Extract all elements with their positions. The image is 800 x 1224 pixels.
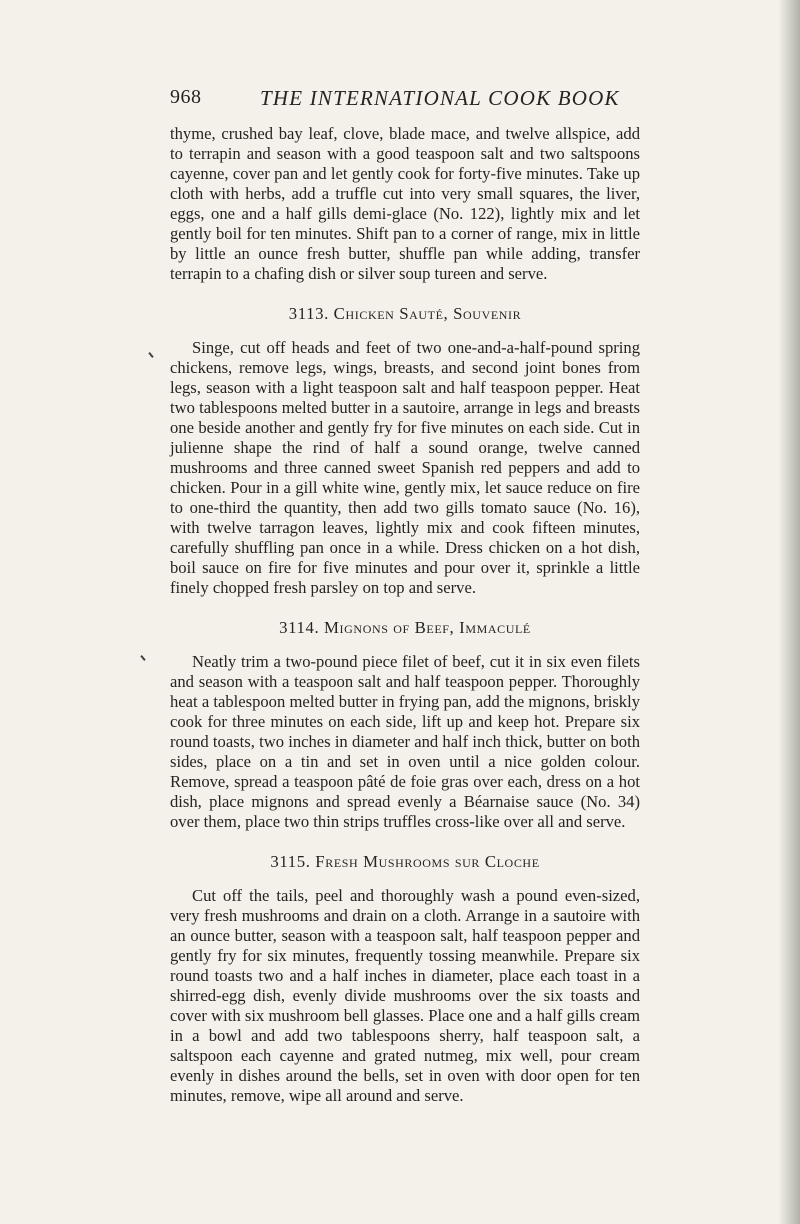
stray-print-mark (148, 352, 153, 358)
recipe-heading-3115: 3115. Fresh Mushrooms sur Cloche (270, 852, 540, 871)
recipe-heading-3113: 3113. Chicken Sauté, Souvenir (288, 304, 522, 323)
page-edge-shadow (778, 0, 800, 1224)
page-number: 968 (170, 86, 202, 108)
page-text (170, 124, 640, 1106)
recipe-body-3114: Neatly trim a two-pound piece filet of beef, cut it in six even filets and season with a teaspoon salt and half teaspoon pepper. Thoroughly heat a tablespoon melted butter in frying pan, add the mignons, briskly cook for three minutes on each side, lift up and keep hot. Prepare six round toasts, two inches in diameter and half inch thick, butter on both sides, place on a tin and set in oven until a nice golden colour. Remove, spread a teaspoon pâté de foie gras over each, dress on a hot dish, place mignons and spread evenly a Béarnaise sauce (No. 34) over them, place two thin strips truffles cross-like over all and serve. (170, 652, 640, 831)
intro-paragraph: thyme, crushed bay leaf, clove, blade mace, and twelve allspice, add to terrapin and season with a good teaspoon salt and two saltspoons cayenne, cover pan and let gently cook for forty-five minutes. Take up cloth with herbs, add a truffle cut into very small squares, the liver, eggs, one and a half gills demi-glace (No. 122), lightly mix and let gently boil for ten minutes. Shift pan to a corner of range, mix in little by little an ounce fresh butter, shuffle pan while adding, transfer terrapin to a chafing dish or silver soup tureen and serve. (170, 124, 640, 283)
recipe-body-3113: Singe, cut off heads and feet of two one-and-a-half-pound spring chickens, remove legs, wings, breasts, and second joint bones from legs, season with a light teaspoon salt and half teaspoon pepper. Heat two tablespoons melted butter in a sautoire, arrange in legs and breasts one beside another and gently fry for five minutes on each side. Cut in julienne shape the rind of half a sound orange, twelve canned mushrooms and three canned sweet Spanish red peppers and add to chicken. Pour in a gill white wine, gently mix, let sauce reduce on fire to one-third the quantity, then add two gills tomato sauce (No. 16), with twelve tarragon leaves, lightly mix and cook fifteen minutes, carefully shuffling pan once in a while. Dress chicken on a hot dish, boil sauce on fire for five minutes and pour over it, sprinkle a little finely chopped fresh parsley on top and serve. (170, 338, 640, 597)
running-title: THE INTERNATIONAL COOK BOOK (260, 86, 620, 110)
stray-print-mark (140, 655, 145, 661)
recipe-body-3115: Cut off the tails, peel and thoroughly wash a pound even-sized, very fresh mushrooms and drain on a cloth. Arrange in a sautoire with an ounce butter, season with a teaspoon salt, half teaspoon pepper and gently fry for six minutes, frequently tossing meanwhile. Prepare six round toasts two and a half inches in diameter, place each toast in a shirred-egg dish, evenly divide mushrooms over the six toasts and cover with six mushroom bell glasses. Place one and a half gills cream in a bowl and add two tablespoons sherry, half teaspoon salt, a saltspoon each cayenne and grated nutmeg, mix well, pour cream evenly in dishes around the bells, set in oven with door open for ten minutes, remove, wipe all around and serve. (170, 886, 640, 1105)
recipe-heading-3114: 3114. Mignons of Beef, Immaculé (279, 618, 531, 637)
page-header (170, 86, 640, 116)
